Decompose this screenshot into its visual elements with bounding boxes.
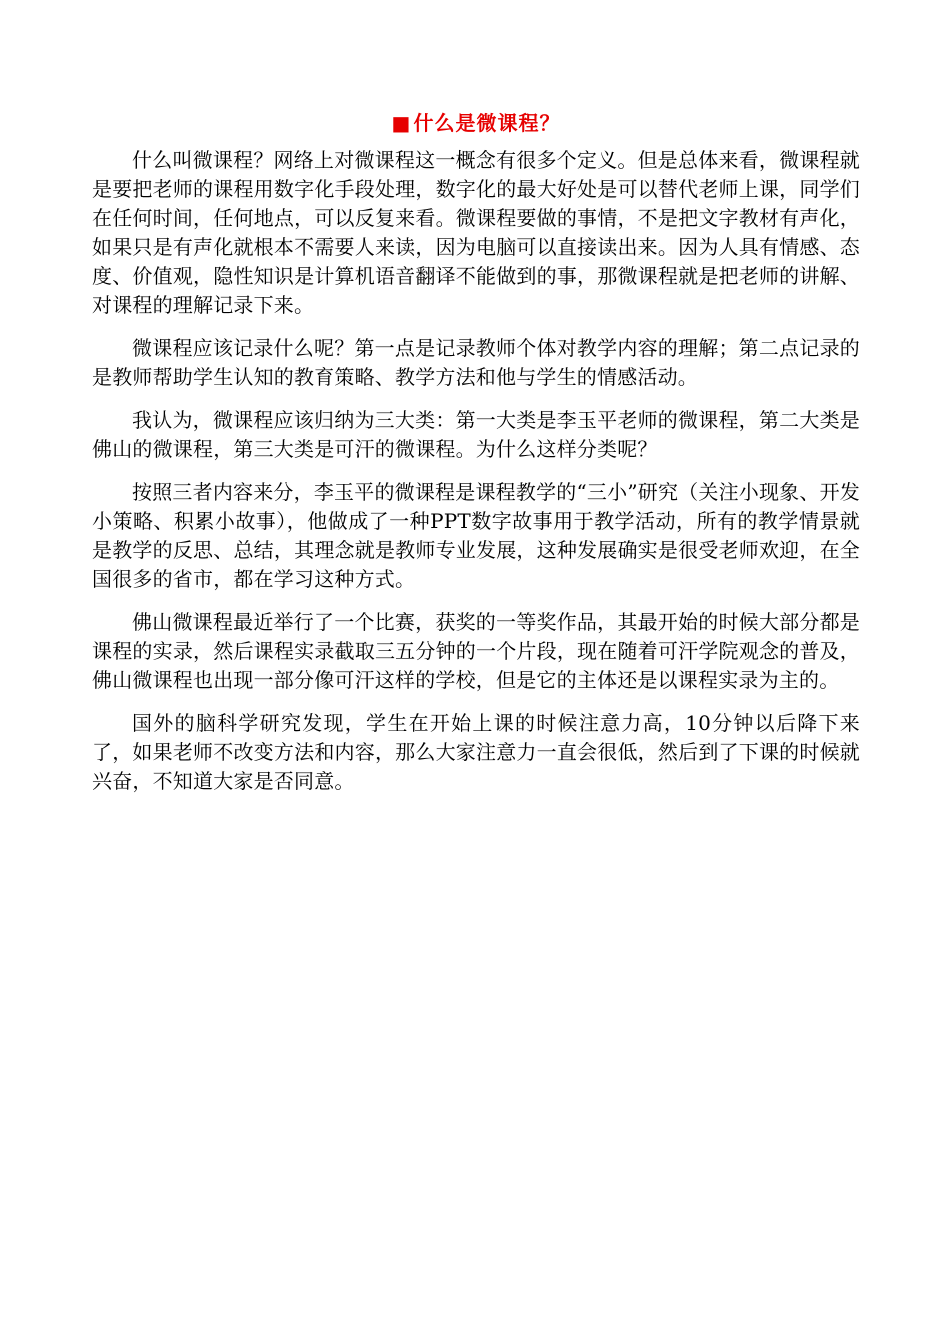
paragraph-6: 国外的脑科学研究发现，学生在开始上课的时候注意力高，10分钟以后降下来了，如果老师不改变方法和内容，那么大家注意力一直会很低，然后到了下课的时候就兴奋，不知道大家是否同意。 [92,711,860,793]
document-page [92,108,860,810]
paragraph-5: 佛山微课程最近举行了一个比赛，获奖的一等奖作品，其最开始的时候大部分都是课程的实录，然后课程实录截取三五分钟的一个片段，现在随着可汗学院观念的普及，佛山微课程也出现一部分像可汗这样的学校，但是它的主体还是以课程实录为主的。 [92,610,860,692]
document-title [92,108,860,138]
title-text: 什么是微课程？ [413,111,561,135]
paragraph-4: 按照三者内容来分，李玉平的微课程是课程教学的“三小”研究（关注小现象、开发小策略、积累小故事），他做成了一种PPT数字故事用于教学活动，所有的教学情景就是教学的反思、总结，其理念就是教师专业发展，这种发展确实是很受老师欢迎，在全国很多的省市，都在学习这种方式。 [92,480,860,591]
paragraph-2: 微课程应该记录什么呢？第一点是记录教师个体对教学内容的理解；第二点记录的是教师帮助学生认知的教育策略、教学方法和他与学生的情感活动。 [92,336,860,389]
square-bullet-icon: ■ [391,111,412,135]
paragraph-1: 什么叫微课程？网络上对微课程这一概念有很多个定义。但是总体来看，微课程就是要把老师的课程用数字化手段处理，数字化的最大好处是可以替代老师上课，同学们在任何时间，任何地点，可以反复来看。微课程要做的事情，不是把文字教材有声化，如果只是有声化就根本不需要人来读，因为电脑可以直接读出来。因为人具有情感、态度、价值观，隐性知识是计算机语音翻译不能做到的事，那微课程就是把老师的讲解、对课程的理解记录下来。 [92,148,860,317]
paragraph-3: 我认为，微课程应该归纳为三大类：第一大类是李玉平老师的微课程，第二大类是佛山的微课程，第三大类是可汗的微课程。为什么这样分类呢？ [92,408,860,461]
